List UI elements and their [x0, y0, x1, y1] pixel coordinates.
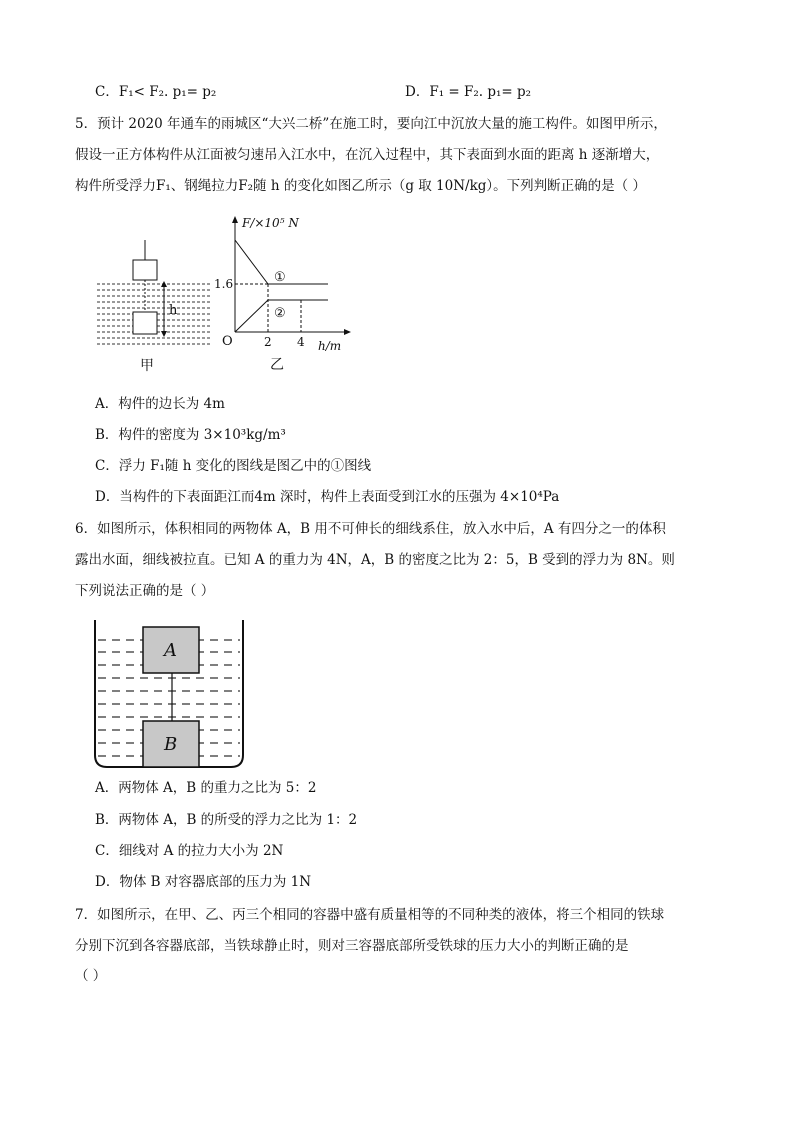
block-b-label: B	[164, 734, 178, 755]
q6-option-c: C．细线对 A 的拉力大小为 2N	[95, 843, 284, 859]
q7-line-1: 7．如图所示，在甲、乙、丙三个相同的容器中盛有质量相等的不同种类的液体，将三个相同的铁球	[75, 907, 665, 923]
curve-2-label: ②	[274, 306, 286, 321]
q5-figure-yi	[210, 210, 360, 375]
q5-option-c: C．浮力 F₁随 h 变化的图线是图乙中的①图线	[95, 458, 372, 474]
q6-option-d: D．物体 B 对容器底部的压力为 1N	[95, 874, 312, 890]
q6-figure	[90, 615, 250, 775]
q5-option-d: D．当构件的下表面距江而4m 深时，构件上表面受到江水的压强为 4×10⁴Pa	[95, 489, 560, 505]
q5-figure-jia	[92, 232, 217, 377]
q5-option-a: A．构件的边长为 4m	[95, 396, 225, 412]
q6-line-3: 下列说法正确的是（ ）	[75, 583, 215, 599]
option-c-prev: C．F₁< F₂. p₁= p₂	[95, 84, 217, 100]
origin-label: O	[222, 334, 233, 349]
block-upper	[133, 260, 157, 280]
q5-line-2: 假设一正方体构件从江面被匀速吊入江水中，在沉入过程中，其下表面到水面的距离 h 逐渐增大，	[75, 147, 660, 163]
y-axis-label: F/×10⁵ N	[242, 216, 299, 230]
q5-line-1: 5．预计 2020 年通车的雨城区“大兴二桥”在施工时，要向江中沉放大量的施工构件。如图甲所示，	[75, 116, 667, 132]
block-lower	[133, 312, 157, 334]
x-axis-label: h/m	[318, 339, 342, 353]
y-tick-1.6: 1.6	[214, 277, 234, 291]
curve-1-label: ①	[274, 270, 286, 285]
q7-line-3: （ ）	[75, 968, 107, 984]
q6-line-2: 露出水面，细线被拉直。已知 A 的重力为 4N，A，B 的密度之比为 2：5，B 受到的浮力为 8N。则	[75, 552, 675, 568]
q6-option-b: B．两物体 A，B 的所受的浮力之比为 1：2	[95, 812, 358, 828]
option-d-prev: D．F₁ = F₂. p₁= p₂	[405, 84, 532, 100]
q5-line-3: 构件所受浮力F₁、钢绳拉力F₂随 h 的变化如图乙所示（g 取 10N/kg）。下列判断正确的是（ ）	[75, 178, 646, 194]
q6-option-a: A．两物体 A，B 的重力之比为 5：2	[95, 780, 317, 796]
q6-line-1: 6．如图所示，体积相同的两物体 A，B 用不可伸长的细线系住，放入水中后，A 有四分之一的体积	[75, 521, 666, 537]
block-a-label: A	[164, 640, 177, 661]
x-tick-4: 4	[297, 335, 305, 349]
x-tick-2: 2	[264, 335, 272, 349]
h-label: h	[169, 303, 178, 318]
q5-option-b: B．构件的密度为 3×10³kg/m³	[95, 427, 286, 443]
q7-line-2: 分别下沉到各容器底部，当铁球静止时，则对三容器底部所受铁球的压力大小的判断正确的是	[75, 938, 629, 954]
fig-yi-caption: 乙	[270, 357, 284, 373]
fig-jia-caption: 甲	[140, 358, 154, 374]
